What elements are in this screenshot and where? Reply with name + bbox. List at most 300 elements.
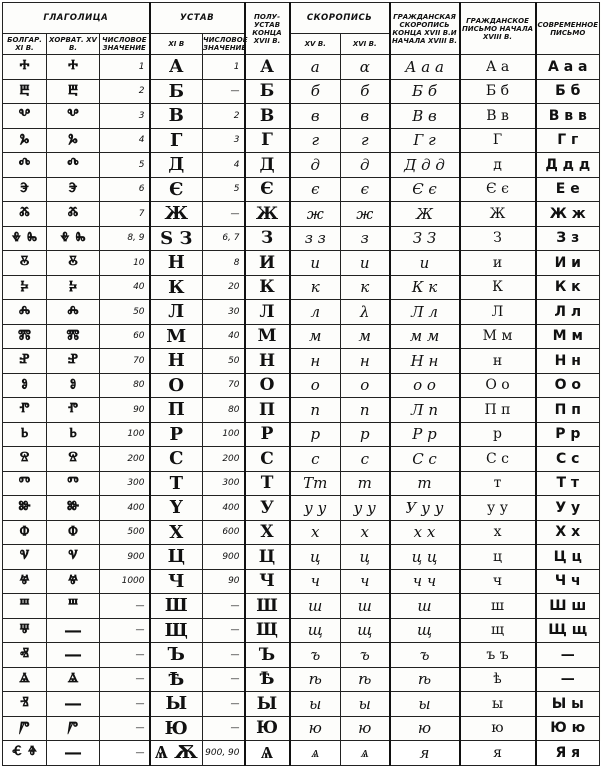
- header-ustav: УСТАВ: [150, 3, 245, 34]
- glagolitic-numeric-cell: 4: [100, 128, 150, 153]
- glagolitic-croatian-cell: ⱃ: [47, 422, 100, 447]
- poluustav-cell: Ѧ: [245, 741, 290, 766]
- table-row: [3, 618, 600, 643]
- glagolitic-bulgarian-cell: ⱎ: [3, 594, 47, 619]
- skoropis-16-cell: н: [341, 349, 390, 374]
- civil-cursive-cell: и: [390, 251, 460, 276]
- glagolitic-croatian-cell: ⰽ: [47, 275, 100, 300]
- ustav-numeric-cell: 6, 7: [203, 226, 245, 251]
- skoropis-15-cell: д: [290, 153, 341, 178]
- glagolitic-numeric-cell: 90: [100, 398, 150, 423]
- skoropis-16-cell: р: [341, 422, 390, 447]
- header-civil-cursive: ГРАЖДАНСКАЯ СКОРОПИСЬ КОНЦА XVII В.И НАЧАЛА XVIII В.: [390, 3, 460, 55]
- table-row: [3, 251, 600, 276]
- glagolitic-croatian-cell: —: [47, 741, 100, 766]
- ustav-letter-cell: Ш: [150, 594, 203, 619]
- civil-script-cell: т: [460, 471, 536, 496]
- ustav-numeric-cell: —: [203, 594, 245, 619]
- header-ustav-11: XI В: [150, 34, 203, 55]
- civil-cursive-cell: х х: [390, 520, 460, 545]
- skoropis-15-cell: л: [290, 300, 341, 325]
- civil-cursive-cell: ч ч: [390, 569, 460, 594]
- civil-script-cell: и: [460, 251, 536, 276]
- civil-script-cell: у у: [460, 496, 536, 521]
- skoropis-16-cell: щ: [341, 618, 390, 643]
- skoropis-16-cell: п: [341, 398, 390, 423]
- ustav-letter-cell: Х: [150, 520, 203, 545]
- glagolitic-numeric-cell: 80: [100, 373, 150, 398]
- ustav-letter-cell: Ы: [150, 692, 203, 717]
- glagolitic-croatian-cell: ⰱ: [47, 79, 100, 104]
- table-row: [3, 545, 600, 570]
- glagolitic-bulgarian-cell: ⰻ: [3, 251, 47, 276]
- glagolitic-numeric-cell: 400: [100, 496, 150, 521]
- table-row: [3, 447, 600, 472]
- poluustav-cell: М: [245, 324, 290, 349]
- civil-script-cell: О о: [460, 373, 536, 398]
- civil-cursive-cell: Ж: [390, 202, 460, 227]
- civil-cursive-cell: ъ: [390, 643, 460, 668]
- modern-script-cell: Щ щ: [536, 618, 600, 643]
- table-row: [3, 373, 600, 398]
- glagolitic-croatian-cell: ⱀ: [47, 349, 100, 374]
- glagolitic-croatian-cell: ⱑ: [47, 667, 100, 692]
- ustav-numeric-cell: —: [203, 79, 245, 104]
- header-glagolitic: ГЛАГОЛИЦА: [3, 3, 150, 34]
- ustav-letter-cell: С: [150, 447, 203, 472]
- table-row: [3, 153, 600, 178]
- table-row: [3, 55, 600, 80]
- ustav-letter-cell: Щ: [150, 618, 203, 643]
- header-poluustav: ПОЛУ-УСТАВ КОНЦА XVII В.: [245, 3, 290, 55]
- ustav-letter-cell: Б: [150, 79, 203, 104]
- ustav-numeric-cell: 50: [203, 349, 245, 374]
- poluustav-cell: Ч: [245, 569, 290, 594]
- skoropis-15-cell: ѧ: [290, 741, 341, 766]
- glagolitic-croatian-cell: ⱌ: [47, 545, 100, 570]
- ustav-letter-cell: Г: [150, 128, 203, 153]
- glagolitic-numeric-cell: —: [100, 741, 150, 766]
- skoropis-15-cell: щ: [290, 618, 341, 643]
- glagolitic-bulgarian-cell: ⱏ: [3, 643, 47, 668]
- glagolitic-numeric-cell: 200: [100, 447, 150, 472]
- modern-script-cell: Ч ч: [536, 569, 600, 594]
- ustav-letter-cell: К: [150, 275, 203, 300]
- civil-script-cell: К: [460, 275, 536, 300]
- civil-cursive-cell: я: [390, 741, 460, 766]
- ustav-numeric-cell: —: [203, 618, 245, 643]
- modern-script-cell: З з: [536, 226, 600, 251]
- modern-script-cell: А а а: [536, 55, 600, 80]
- modern-script-cell: Р р: [536, 422, 600, 447]
- glagolitic-numeric-cell: 7: [100, 202, 150, 227]
- poluustav-cell: Ѣ: [245, 667, 290, 692]
- alphabet-table-page: [0, 2, 601, 764]
- glagolitic-numeric-cell: 1: [100, 55, 150, 80]
- civil-cursive-cell: Б б: [390, 79, 460, 104]
- ustav-numeric-cell: 200: [203, 447, 245, 472]
- glagolitic-numeric-cell: 500: [100, 520, 150, 545]
- header-civil-script: ГРАЖДАНСКОЕ ПИСЬМО НАЧАЛА XVIII В.: [460, 3, 536, 55]
- glagolitic-numeric-cell: 3: [100, 104, 150, 129]
- skoropis-16-cell: є: [341, 177, 390, 202]
- glagolitic-numeric-cell: 300: [100, 471, 150, 496]
- header-row-groups: [3, 3, 600, 34]
- glagolitic-bulgarian-cell: ⱓ: [3, 716, 47, 741]
- glagolitic-croatian-cell: ⰷ ⰸ: [47, 226, 100, 251]
- header-bulgarian: БОЛГАР. XI В.: [3, 34, 47, 55]
- poluustav-cell: И: [245, 251, 290, 276]
- civil-script-cell: ѣ: [460, 667, 536, 692]
- civil-cursive-cell: Д д д: [390, 153, 460, 178]
- civil-script-cell: З: [460, 226, 536, 251]
- glagolitic-bulgarian-cell: ⰽ: [3, 275, 47, 300]
- skoropis-15-cell: є: [290, 177, 341, 202]
- civil-cursive-cell: ы: [390, 692, 460, 717]
- glagolitic-numeric-cell: 6: [100, 177, 150, 202]
- skoropis-16-cell: в: [341, 104, 390, 129]
- skoropis-15-cell: о: [290, 373, 341, 398]
- modern-script-cell: Т т: [536, 471, 600, 496]
- civil-script-cell: н: [460, 349, 536, 374]
- modern-script-cell: К к: [536, 275, 600, 300]
- civil-cursive-cell: Л п: [390, 398, 460, 423]
- ustav-letter-cell: Ѕ З: [150, 226, 203, 251]
- ustav-numeric-cell: —: [203, 692, 245, 717]
- modern-script-cell: Я я: [536, 741, 600, 766]
- glagolitic-croatian-cell: ⰳ: [47, 128, 100, 153]
- poluustav-cell: Л: [245, 300, 290, 325]
- header-skoropis-15: XV В.: [290, 34, 341, 55]
- glagolitic-bulgarian-cell: ⱋ: [3, 618, 47, 643]
- civil-script-cell: С с: [460, 447, 536, 472]
- skoropis-16-cell: ъ: [341, 643, 390, 668]
- ustav-numeric-cell: 2: [203, 104, 245, 129]
- ustav-letter-cell: Н: [150, 251, 203, 276]
- table-row: [3, 716, 600, 741]
- civil-cursive-cell: Г г: [390, 128, 460, 153]
- ustav-letter-cell: Ү: [150, 496, 203, 521]
- civil-script-cell: П п: [460, 398, 536, 423]
- glagolitic-numeric-cell: 70: [100, 349, 150, 374]
- poluustav-cell: Ю: [245, 716, 290, 741]
- skoropis-16-cell: о: [341, 373, 390, 398]
- ustav-numeric-cell: 8: [203, 251, 245, 276]
- skoropis-15-cell: п: [290, 398, 341, 423]
- ustav-letter-cell: Ѣ: [150, 667, 203, 692]
- glagolitic-croatian-cell: ⰵ: [47, 177, 100, 202]
- skoropis-15-cell: ж: [290, 202, 341, 227]
- glagolitic-croatian-cell: ⱄ: [47, 447, 100, 472]
- skoropis-16-cell: т: [341, 471, 390, 496]
- table-row: [3, 643, 600, 668]
- civil-script-cell: Ж: [460, 202, 536, 227]
- ustav-numeric-cell: 40: [203, 324, 245, 349]
- table-row: [3, 398, 600, 423]
- skoropis-16-cell: х: [341, 520, 390, 545]
- ustav-letter-cell: В: [150, 104, 203, 129]
- poluustav-cell: Ъ: [245, 643, 290, 668]
- ustav-letter-cell: П: [150, 398, 203, 423]
- glagolitic-bulgarian-cell: ⰳ: [3, 128, 47, 153]
- ustav-letter-cell: Р: [150, 422, 203, 447]
- glagolitic-bulgarian-cell: ⰷ ⰸ: [3, 226, 47, 251]
- ustav-letter-cell: Л: [150, 300, 203, 325]
- civil-cursive-cell: т: [390, 471, 460, 496]
- ustav-letter-cell: Ѧ Ѫ: [150, 741, 203, 766]
- ustav-letter-cell: Ж: [150, 202, 203, 227]
- ustav-letter-cell: Ц: [150, 545, 203, 570]
- glagolitic-bulgarian-cell: ⱂ: [3, 398, 47, 423]
- civil-script-cell: я: [460, 741, 536, 766]
- table-row: [3, 569, 600, 594]
- glagolitic-numeric-cell: 10: [100, 251, 150, 276]
- skoropis-16-cell: ѣ: [341, 667, 390, 692]
- civil-cursive-cell: ѣ: [390, 667, 460, 692]
- poluustav-cell: Б: [245, 79, 290, 104]
- modern-script-cell: Г г: [536, 128, 600, 153]
- glagolitic-croatian-cell: ⰰ: [47, 55, 100, 80]
- glagolitic-croatian-cell: ⱓ: [47, 716, 100, 741]
- skoropis-15-cell: ч: [290, 569, 341, 594]
- civil-script-cell: ы: [460, 692, 536, 717]
- table-row: [3, 594, 600, 619]
- civil-cursive-cell: С с: [390, 447, 460, 472]
- skoropis-15-cell: и: [290, 251, 341, 276]
- skoropis-16-cell: и: [341, 251, 390, 276]
- modern-script-cell: М м: [536, 324, 600, 349]
- glagolitic-numeric-cell: 100: [100, 422, 150, 447]
- modern-script-cell: В в в: [536, 104, 600, 129]
- skoropis-15-cell: н: [290, 349, 341, 374]
- skoropis-16-cell: ч: [341, 569, 390, 594]
- civil-script-cell: ъ ъ: [460, 643, 536, 668]
- table-row: [3, 275, 600, 300]
- glagolitic-bulgarian-cell: ⱅ: [3, 471, 47, 496]
- civil-cursive-cell: А а а: [390, 55, 460, 80]
- poluustav-cell: Ц: [245, 545, 290, 570]
- glagolitic-croatian-cell: ⰻ: [47, 251, 100, 276]
- header-modern: СОВРЕМЕННОЕ ПИСЬМО: [536, 3, 600, 55]
- poluustav-cell: П: [245, 398, 290, 423]
- civil-script-cell: Г: [460, 128, 536, 153]
- poluustav-cell: Р: [245, 422, 290, 447]
- ustav-letter-cell: Д: [150, 153, 203, 178]
- skoropis-16-cell: ш: [341, 594, 390, 619]
- glagolitic-croatian-cell: ⱇ: [47, 520, 100, 545]
- glagolitic-croatian-cell: ⱆ: [47, 496, 100, 521]
- glagolitic-bulgarian-cell: ⱆ: [3, 496, 47, 521]
- header-skoropis: СКОРОПИСЬ: [290, 3, 390, 34]
- modern-script-cell: О о: [536, 373, 600, 398]
- ustav-numeric-cell: —: [203, 716, 245, 741]
- ustav-numeric-cell: 20: [203, 275, 245, 300]
- table-row: [3, 324, 600, 349]
- modern-script-cell: У у: [536, 496, 600, 521]
- civil-script-cell: В в: [460, 104, 536, 129]
- glagolitic-numeric-cell: 900: [100, 545, 150, 570]
- table-body: [3, 55, 600, 766]
- civil-cursive-cell: ю: [390, 716, 460, 741]
- civil-cursive-cell: о о: [390, 373, 460, 398]
- skoropis-16-cell: у у: [341, 496, 390, 521]
- skoropis-15-cell: Тт: [290, 471, 341, 496]
- glagolitic-croatian-cell: ⱂ: [47, 398, 100, 423]
- civil-script-cell: Б б: [460, 79, 536, 104]
- poluustav-cell: Ж: [245, 202, 290, 227]
- glagolitic-numeric-cell: 2: [100, 79, 150, 104]
- table-row: [3, 422, 600, 447]
- ustav-numeric-cell: 600: [203, 520, 245, 545]
- glagolitic-bulgarian-cell: ⰱ: [3, 79, 47, 104]
- civil-cursive-cell: м м: [390, 324, 460, 349]
- poluustav-cell: А: [245, 55, 290, 80]
- poluustav-cell: У: [245, 496, 290, 521]
- skoropis-15-cell: ы: [290, 692, 341, 717]
- skoropis-16-cell: с: [341, 447, 390, 472]
- ustav-numeric-cell: 400: [203, 496, 245, 521]
- modern-script-cell: —: [536, 643, 600, 668]
- table-row: [3, 692, 600, 717]
- civil-script-cell: щ: [460, 618, 536, 643]
- ustav-numeric-cell: 90: [203, 569, 245, 594]
- modern-script-cell: С с: [536, 447, 600, 472]
- glagolitic-numeric-cell: 1000: [100, 569, 150, 594]
- poluustav-cell: Щ: [245, 618, 290, 643]
- skoropis-16-cell: к: [341, 275, 390, 300]
- ustav-numeric-cell: 3: [203, 128, 245, 153]
- skoropis-15-cell: з з: [290, 226, 341, 251]
- modern-script-cell: И и: [536, 251, 600, 276]
- civil-cursive-cell: Є є: [390, 177, 460, 202]
- civil-cursive-cell: К к: [390, 275, 460, 300]
- table-row: [3, 741, 600, 766]
- glagolitic-bulgarian-cell: ⱇ: [3, 520, 47, 545]
- glagolitic-bulgarian-cell: ⱍ: [3, 569, 47, 594]
- glagolitic-numeric-cell: 60: [100, 324, 150, 349]
- ustav-letter-cell: А: [150, 55, 203, 80]
- table-row: [3, 667, 600, 692]
- ustav-numeric-cell: 5: [203, 177, 245, 202]
- modern-script-cell: Е е: [536, 177, 600, 202]
- ustav-letter-cell: Ч: [150, 569, 203, 594]
- alphabet-comparison-table: [2, 2, 600, 766]
- poluustav-cell: Д: [245, 153, 290, 178]
- table-row: [3, 300, 600, 325]
- header-ustav-numeric: ЧИСЛОВОЕ ЗНАЧЕНИЕ: [203, 34, 245, 55]
- glagolitic-bulgarian-cell: ⱄ: [3, 447, 47, 472]
- skoropis-16-cell: ы: [341, 692, 390, 717]
- skoropis-15-cell: ю: [290, 716, 341, 741]
- civil-cursive-cell: У у у: [390, 496, 460, 521]
- civil-cursive-cell: Н н: [390, 349, 460, 374]
- skoropis-15-cell: в: [290, 104, 341, 129]
- skoropis-16-cell: д: [341, 153, 390, 178]
- civil-script-cell: Є є: [460, 177, 536, 202]
- modern-script-cell: Н н: [536, 349, 600, 374]
- skoropis-15-cell: х: [290, 520, 341, 545]
- skoropis-15-cell: ш: [290, 594, 341, 619]
- skoropis-15-cell: р: [290, 422, 341, 447]
- civil-cursive-cell: ц ц: [390, 545, 460, 570]
- modern-script-cell: Ы ы: [536, 692, 600, 717]
- glagolitic-croatian-cell: ⰾ: [47, 300, 100, 325]
- civil-script-cell: ю: [460, 716, 536, 741]
- skoropis-16-cell: λ: [341, 300, 390, 325]
- glagolitic-bulgarian-cell: ⱃ: [3, 422, 47, 447]
- civil-script-cell: М м: [460, 324, 536, 349]
- skoropis-16-cell: ѧ: [341, 741, 390, 766]
- skoropis-15-cell: к: [290, 275, 341, 300]
- glagolitic-croatian-cell: ⱎ: [47, 594, 100, 619]
- skoropis-16-cell: г: [341, 128, 390, 153]
- glagolitic-bulgarian-cell: ⱐ: [3, 692, 47, 717]
- glagolitic-bulgarian-cell: ⰴ: [3, 153, 47, 178]
- skoropis-15-cell: м: [290, 324, 341, 349]
- civil-script-cell: А а: [460, 55, 536, 80]
- skoropis-15-cell: у у: [290, 496, 341, 521]
- poluustav-cell: З: [245, 226, 290, 251]
- glagolitic-bulgarian-cell: ⱌ: [3, 545, 47, 570]
- ustav-numeric-cell: 300: [203, 471, 245, 496]
- ustav-numeric-cell: 80: [203, 398, 245, 423]
- civil-cursive-cell: Л л: [390, 300, 460, 325]
- glagolitic-bulgarian-cell: ⱑ: [3, 667, 47, 692]
- ustav-numeric-cell: —: [203, 667, 245, 692]
- glagolitic-croatian-cell: —: [47, 618, 100, 643]
- ustav-numeric-cell: 900: [203, 545, 245, 570]
- skoropis-15-cell: б: [290, 79, 341, 104]
- civil-script-cell: ш: [460, 594, 536, 619]
- table-row: [3, 349, 600, 374]
- skoropis-16-cell: з: [341, 226, 390, 251]
- ustav-letter-cell: М: [150, 324, 203, 349]
- glagolitic-bulgarian-cell: ⱔ ⱖ: [3, 741, 47, 766]
- glagolitic-bulgarian-cell: ⰶ: [3, 202, 47, 227]
- table-row: [3, 177, 600, 202]
- skoropis-15-cell: с: [290, 447, 341, 472]
- table-row: [3, 496, 600, 521]
- skoropis-15-cell: ѣ: [290, 667, 341, 692]
- modern-script-cell: Ц ц: [536, 545, 600, 570]
- ustav-numeric-cell: 1: [203, 55, 245, 80]
- table-row: [3, 202, 600, 227]
- civil-cursive-cell: Р р: [390, 422, 460, 447]
- glagolitic-croatian-cell: ⰲ: [47, 104, 100, 129]
- header-glag-numeric: ЧИСЛОВОЕ ЗНАЧЕНИЕ: [100, 34, 150, 55]
- poluustav-cell: Ш: [245, 594, 290, 619]
- civil-script-cell: ч: [460, 569, 536, 594]
- modern-script-cell: Ю ю: [536, 716, 600, 741]
- poluustav-cell: Ы: [245, 692, 290, 717]
- ustav-numeric-cell: —: [203, 202, 245, 227]
- table-row: [3, 520, 600, 545]
- modern-script-cell: П п: [536, 398, 600, 423]
- table-row: [3, 104, 600, 129]
- civil-cursive-cell: В в: [390, 104, 460, 129]
- skoropis-16-cell: б: [341, 79, 390, 104]
- poluustav-cell: В: [245, 104, 290, 129]
- poluustav-cell: С: [245, 447, 290, 472]
- skoropis-15-cell: ъ: [290, 643, 341, 668]
- modern-script-cell: Б б: [536, 79, 600, 104]
- skoropis-16-cell: ю: [341, 716, 390, 741]
- skoropis-15-cell: ц: [290, 545, 341, 570]
- glagolitic-bulgarian-cell: ⰲ: [3, 104, 47, 129]
- modern-script-cell: —: [536, 667, 600, 692]
- glagolitic-numeric-cell: —: [100, 643, 150, 668]
- modern-script-cell: Ж ж: [536, 202, 600, 227]
